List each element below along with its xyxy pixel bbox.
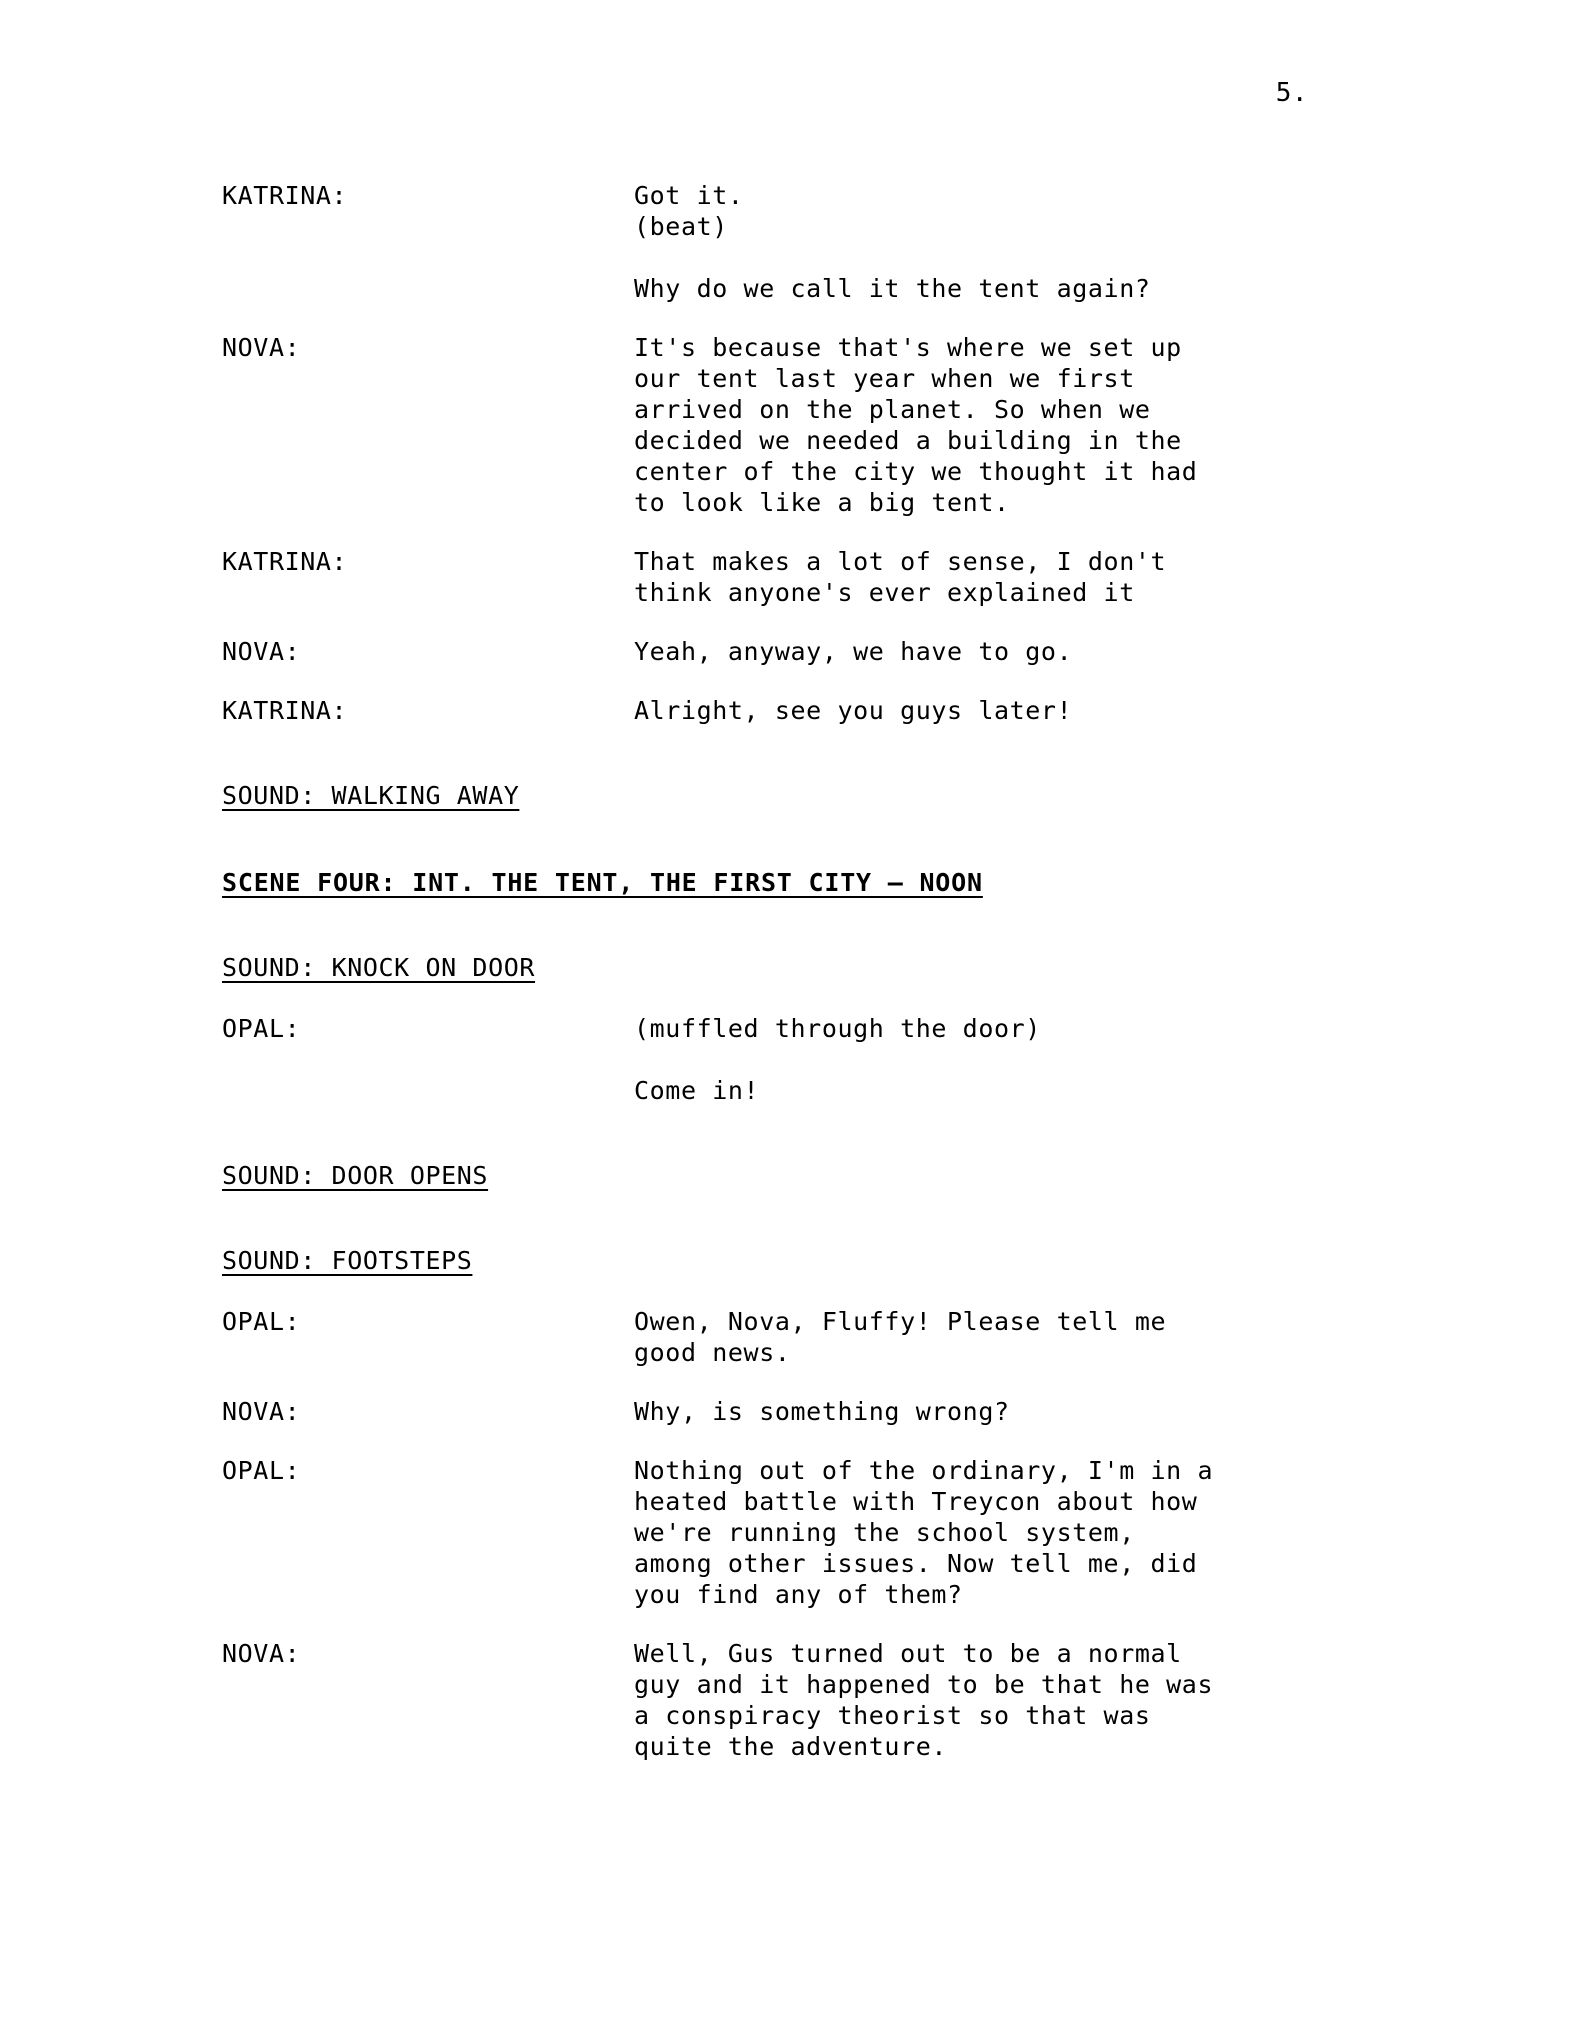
dialogue-lines <box>634 546 1342 608</box>
dialogue-line: Got it. <box>634 181 744 210</box>
dialogue-line: Owen, Nova, Fluffy! Please tell me <box>634 1307 1167 1336</box>
page-number: 5. <box>1275 78 1308 108</box>
dialogue-block <box>222 1455 1342 1610</box>
dialogue-line: decided we needed a building in the <box>634 426 1182 455</box>
sound-cue-row <box>222 1160 1342 1191</box>
dialogue-line: (beat) <box>634 212 728 241</box>
sound-cue: SOUND: WALKING AWAY <box>222 781 520 810</box>
dialogue-lines <box>634 180 1342 304</box>
scene-heading: SCENE FOUR: INT. THE TENT, THE FIRST CITY – NOON <box>222 868 983 897</box>
dialogue-line: center of the city we thought it had <box>634 457 1198 486</box>
dialogue-line: good news. <box>634 1338 791 1367</box>
dialogue-lines <box>634 1638 1342 1762</box>
sound-cue: SOUND: DOOR OPENS <box>222 1161 489 1190</box>
dialogue-line: guy and it happened to be that he was <box>634 1670 1214 1699</box>
dialogue-lines <box>634 1455 1342 1610</box>
dialogue-line: It's because that's where we set up <box>634 333 1182 362</box>
speaker-label: KATRINA: <box>222 696 348 725</box>
sound-cue: SOUND: FOOTSTEPS <box>222 1246 473 1275</box>
dialogue-line: Why do we call it the tent again? <box>634 274 1151 303</box>
dialogue-line: quite the adventure. <box>634 1732 948 1761</box>
dialogue-block <box>222 546 1342 608</box>
dialogue-line: arrived on the planet. So when we <box>634 395 1151 424</box>
sound-cue-row <box>222 1245 1342 1276</box>
sound-cue: SOUND: KNOCK ON DOOR <box>222 953 536 982</box>
dialogue-line: to look like a big tent. <box>634 488 1010 517</box>
dialogue-line: Nothing out of the ordinary, I'm in a <box>634 1456 1214 1485</box>
dialogue-block <box>222 180 1342 304</box>
dialogue-block <box>222 1306 1342 1368</box>
speaker-label: OPAL: <box>222 1307 301 1336</box>
sound-cue-row <box>222 780 1342 811</box>
dialogue-block <box>222 1396 1342 1427</box>
dialogue-block <box>222 1638 1342 1762</box>
speaker-label: OPAL: <box>222 1014 301 1043</box>
sound-cue-row <box>222 952 1342 983</box>
dialogue-line: our tent last year when we first <box>634 364 1135 393</box>
dialogue-line: That makes a lot of sense, I don't <box>634 547 1167 576</box>
speaker-label: NOVA: <box>222 637 301 666</box>
dialogue-block <box>222 332 1342 518</box>
dialogue-lines <box>634 1013 1342 1106</box>
dialogue-line: think anyone's ever explained it <box>634 578 1135 607</box>
dialogue-block <box>222 695 1342 726</box>
dialogue-line: Come in! <box>634 1076 760 1105</box>
speaker-label: KATRINA: <box>222 181 348 210</box>
dialogue-lines <box>634 636 1342 667</box>
speaker-label: KATRINA: <box>222 547 348 576</box>
script-body <box>222 180 1342 1790</box>
dialogue-lines <box>634 1306 1342 1368</box>
dialogue-line: you find any of them? <box>634 1580 963 1609</box>
speaker-label: OPAL: <box>222 1456 301 1485</box>
dialogue-line: (muffled through the door) <box>634 1014 1041 1043</box>
dialogue-line: Why, is something wrong? <box>634 1397 1010 1426</box>
dialogue-lines <box>634 695 1342 726</box>
dialogue-line: heated battle with Treycon about how <box>634 1487 1198 1516</box>
dialogue-line: Alright, see you guys later! <box>634 696 1073 725</box>
dialogue-line: Well, Gus turned out to be a normal <box>634 1639 1182 1668</box>
dialogue-block <box>222 636 1342 667</box>
speaker-label: NOVA: <box>222 333 301 362</box>
scene-heading-row <box>222 867 1342 898</box>
speaker-label: NOVA: <box>222 1397 301 1426</box>
dialogue-line: a conspiracy theorist so that was <box>634 1701 1151 1730</box>
dialogue-lines <box>634 1396 1342 1427</box>
speaker-label: NOVA: <box>222 1639 301 1668</box>
dialogue-line: Yeah, anyway, we have to go. <box>634 637 1073 666</box>
dialogue-block <box>222 1013 1342 1106</box>
dialogue-line: we're running the school system, <box>634 1518 1135 1547</box>
dialogue-lines <box>634 332 1342 518</box>
dialogue-line: among other issues. Now tell me, did <box>634 1549 1198 1578</box>
